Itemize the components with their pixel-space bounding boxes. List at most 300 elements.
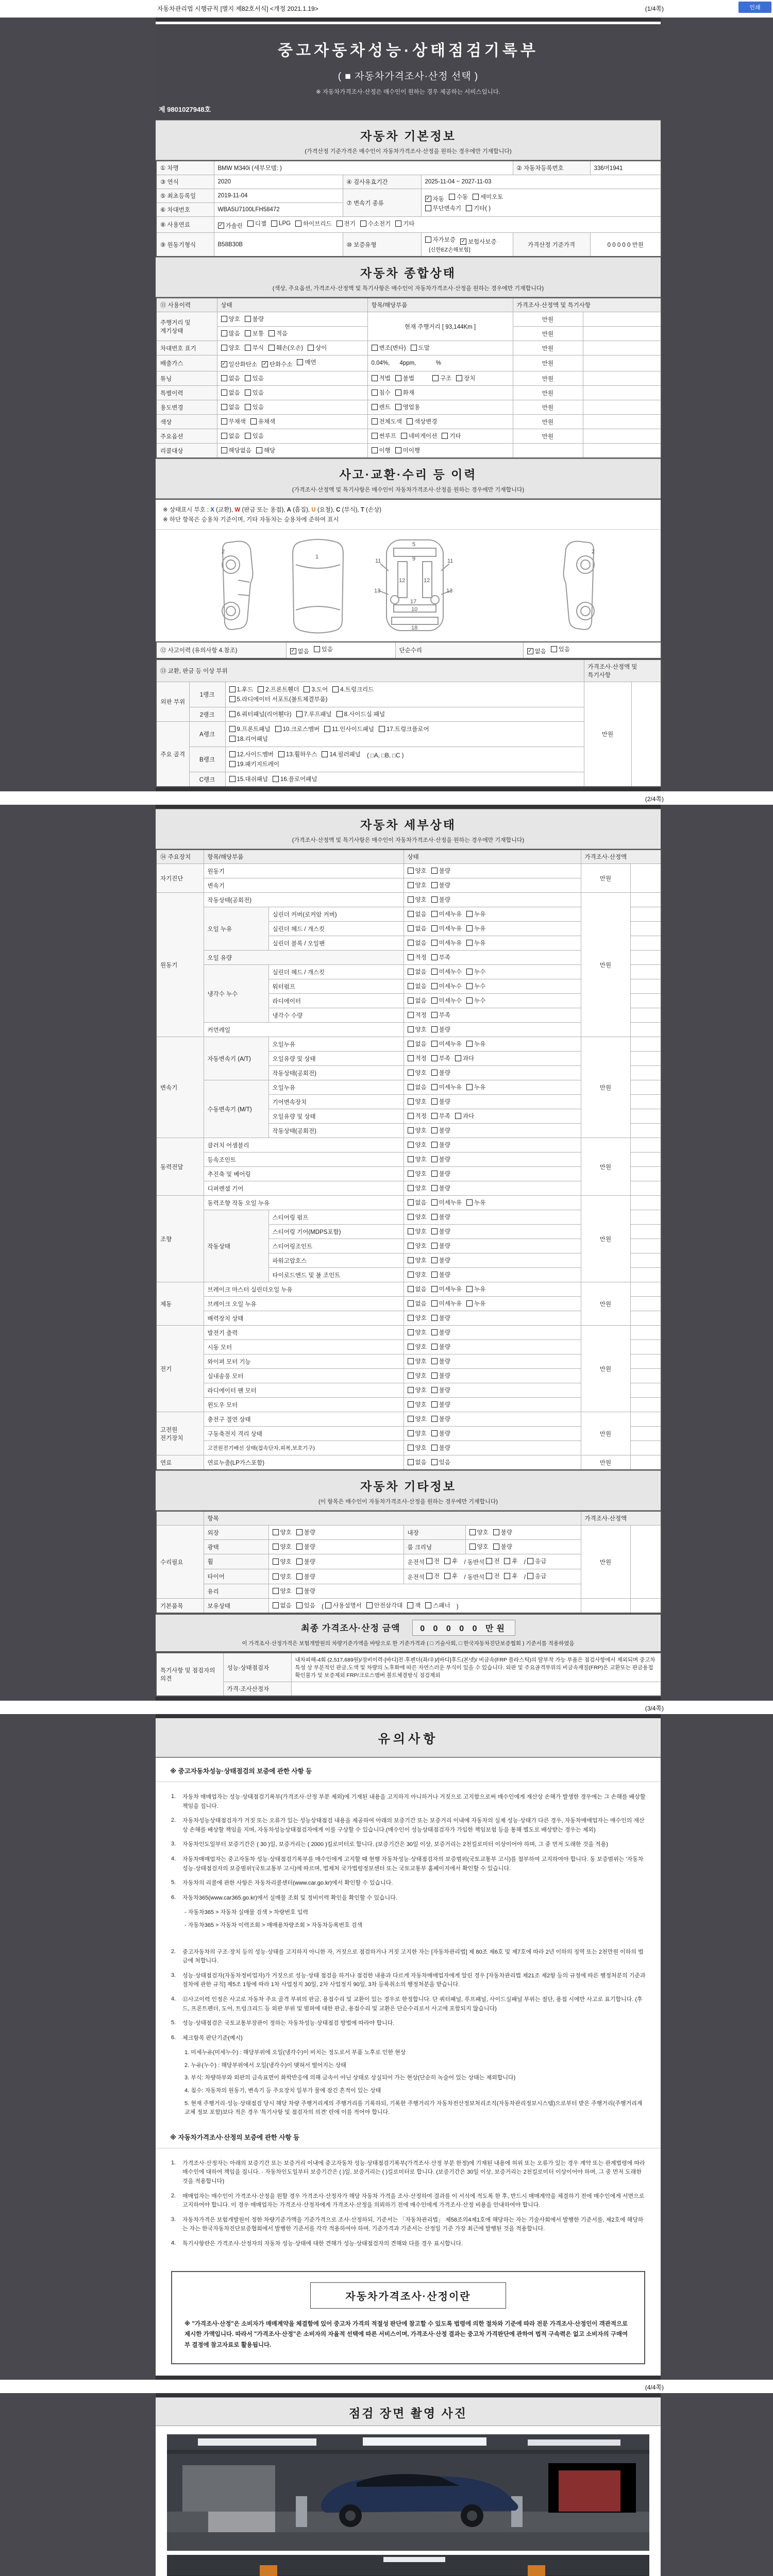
checkbox-icon	[431, 911, 438, 917]
checkbox-없음[interactable]	[290, 647, 309, 655]
checkbox-미세누유[interactable]	[431, 1083, 462, 1091]
accident-history-table	[156, 641, 662, 659]
checkbox-누유[interactable]	[466, 1285, 485, 1293]
cell	[204, 1282, 404, 1297]
checkbox-있음[interactable]	[245, 403, 264, 411]
checkbox-과다[interactable]	[455, 1112, 474, 1120]
print-button[interactable]: 인쇄	[738, 2, 771, 13]
checkbox-없음[interactable]	[221, 432, 240, 440]
checkbox-누유[interactable]	[466, 1040, 485, 1048]
table-row	[156, 444, 661, 459]
checkbox-3.도어[interactable]	[304, 685, 328, 693]
checkbox-양호[interactable]	[408, 1270, 427, 1279]
checkbox-13.휠하우스[interactable]	[278, 750, 317, 758]
checkbox-양호[interactable]	[408, 1213, 427, 1221]
cell	[204, 1427, 404, 1441]
checkbox-icon	[221, 404, 227, 410]
checkbox-없음[interactable]	[273, 1601, 292, 1609]
checkbox-부족[interactable]	[431, 1112, 450, 1120]
checkbox-후[interactable]	[504, 1557, 517, 1565]
checkbox-색상변경[interactable]	[407, 417, 437, 426]
checkbox-19.패키지트레이[interactable]	[229, 760, 280, 768]
checkbox-많음[interactable]	[221, 329, 240, 337]
checkbox-양호[interactable]	[408, 1371, 427, 1380]
checkbox-양호[interactable]	[273, 1587, 292, 1595]
checkbox-있음[interactable]	[314, 645, 333, 653]
checkbox-불량[interactable]	[431, 1184, 450, 1192]
text: 만원	[601, 732, 614, 738]
cell	[404, 1369, 581, 1383]
cell	[204, 1181, 404, 1196]
checkbox-label: 없음	[415, 1084, 427, 1091]
value-first-reg	[214, 189, 343, 203]
checkbox-4.트렁크리드[interactable]	[332, 685, 374, 693]
checkbox-불량[interactable]	[296, 1572, 315, 1581]
col-major-device	[156, 850, 204, 864]
checkbox-적정[interactable]	[408, 1011, 427, 1019]
checkbox-icon	[431, 997, 438, 1004]
checkbox-10.크로스멤버[interactable]	[275, 725, 320, 733]
checkbox-17.트렁크플로어[interactable]	[379, 725, 429, 733]
checkbox-양호[interactable]	[273, 1528, 292, 1536]
checkbox-전기[interactable]	[337, 219, 356, 228]
cell	[204, 1153, 404, 1167]
checkbox-11.인사이드패널[interactable]	[324, 725, 374, 733]
checkbox-양호[interactable]	[408, 1227, 427, 1235]
checkbox-icon	[431, 1387, 438, 1393]
checkbox-없음[interactable]	[221, 388, 240, 397]
table-row	[156, 1326, 661, 1340]
checkbox-없음[interactable]	[408, 996, 427, 1005]
document-title: 중고자동차성능·상태점검기록부	[278, 42, 539, 59]
text: WBA5U7100LFH58472	[217, 207, 280, 213]
checkbox-해당없음[interactable]	[221, 446, 251, 454]
checkbox-불량[interactable]	[431, 1097, 450, 1106]
checkbox-icon	[372, 418, 378, 425]
checkbox-누유[interactable]	[466, 939, 485, 947]
checkbox-렌트[interactable]	[372, 403, 391, 411]
checkbox-label: 11.인사이드패널	[332, 726, 374, 733]
checkbox-불량[interactable]	[431, 1069, 450, 1077]
group-transmission	[156, 1037, 204, 1138]
checkbox-불량[interactable]	[431, 881, 450, 889]
checkbox-icon	[408, 1070, 414, 1076]
checkbox-LPG[interactable]	[271, 221, 291, 227]
recall-done	[367, 444, 513, 459]
page-label-1: (1/4쪽)	[645, 5, 664, 12]
checkbox-과다[interactable]	[455, 1054, 474, 1062]
checkbox-불량[interactable]	[431, 1357, 450, 1365]
checkbox-불량[interactable]	[296, 1543, 315, 1551]
checkbox-불량[interactable]	[431, 867, 450, 875]
checkbox-없음[interactable]	[221, 374, 240, 382]
text: 색상	[160, 419, 172, 426]
checkbox-양호[interactable]	[408, 1429, 427, 1437]
checkbox-가솔린[interactable]	[218, 222, 243, 230]
checkbox-양호[interactable]	[408, 1400, 427, 1409]
checkbox-12.사이드멤버[interactable]	[229, 750, 274, 758]
checkbox-변조(변타)[interactable]	[372, 344, 406, 352]
checkbox-label: 없음	[228, 376, 240, 382]
checkbox-불량[interactable]	[431, 1141, 450, 1149]
checkbox-icon	[444, 1558, 450, 1564]
checkbox-기타[interactable]	[395, 219, 414, 228]
checkbox-응급[interactable]	[527, 1557, 546, 1565]
checkbox-해당[interactable]	[256, 446, 275, 454]
checkbox-없음[interactable]	[408, 939, 427, 947]
checkbox-label: 없음	[415, 911, 427, 918]
text: 제동	[160, 1301, 172, 1308]
checkbox-label: 해당	[263, 448, 276, 454]
cell	[204, 1441, 404, 1455]
checkbox-icon	[431, 1315, 438, 1321]
checkbox-불량[interactable]	[431, 1155, 450, 1163]
checkbox-불량[interactable]	[431, 1444, 450, 1452]
checkbox-불량[interactable]	[431, 895, 450, 904]
checkbox-15.대쉬패널[interactable]	[229, 775, 268, 783]
checkbox-불량[interactable]	[431, 1256, 450, 1264]
checkbox-양호[interactable]	[408, 1170, 427, 1178]
cell	[404, 1455, 581, 1470]
checkbox-미세누수[interactable]	[431, 996, 462, 1005]
checkbox-없음[interactable]	[221, 403, 240, 411]
checkbox-불량[interactable]	[296, 1557, 315, 1566]
checkbox-하이브리드[interactable]	[295, 219, 332, 228]
checkbox-불량[interactable]	[431, 1415, 450, 1423]
checkbox-미세누유[interactable]	[431, 939, 462, 947]
checkbox-무단변속기[interactable]	[425, 204, 462, 212]
checkbox-양호[interactable]	[408, 1025, 427, 1033]
text: 휠	[207, 1559, 213, 1565]
checkbox-불량[interactable]	[431, 1270, 450, 1279]
checkbox-누수[interactable]	[466, 996, 485, 1005]
checkbox-icon	[229, 696, 236, 702]
checkbox-탄화수소[interactable]	[262, 360, 292, 368]
checkbox-훼손(오손)[interactable]	[268, 344, 303, 352]
checkbox-누유[interactable]	[466, 924, 485, 933]
cell	[404, 1225, 581, 1239]
checkbox-1.후드[interactable]	[229, 685, 254, 693]
checkbox-양호[interactable]	[408, 1357, 427, 1365]
checkbox-14.필러패널[interactable]	[322, 750, 360, 758]
cell	[630, 1225, 661, 1239]
checkbox-없음[interactable]	[527, 647, 546, 655]
checkbox-자가보증[interactable]	[425, 235, 456, 244]
checkbox-없음[interactable]	[408, 924, 427, 933]
text: 변속기	[160, 1084, 178, 1091]
notice-section-header: ※ 자동차가격조사·산정의 보증에 관한 사항 등	[156, 2124, 661, 2148]
checkbox-양호[interactable]	[408, 1328, 427, 1336]
checkbox-9.프론트패널[interactable]	[229, 725, 271, 733]
checkbox-미세누유[interactable]	[431, 1040, 462, 1048]
checkbox-누유[interactable]	[466, 1299, 485, 1308]
cell	[630, 1282, 661, 1297]
checkbox-불량[interactable]	[245, 315, 264, 323]
checkbox-양호[interactable]	[408, 1314, 427, 1322]
checkbox-있음[interactable]	[551, 645, 570, 653]
checkbox-불량[interactable]	[493, 1543, 512, 1551]
checkbox-icon	[466, 1199, 473, 1206]
checkbox-불량[interactable]	[431, 1227, 450, 1235]
cell	[404, 1095, 581, 1109]
checkbox-수동[interactable]	[449, 193, 468, 201]
checkbox-사용설명서[interactable]	[325, 1601, 362, 1609]
checkbox-전[interactable]	[426, 1572, 440, 1580]
checkbox-없음[interactable]	[408, 1285, 427, 1293]
notice-section-header: ※ 중고자동차성능·상태점검의 보증에 관한 사항 등	[156, 1758, 661, 1782]
checkbox-유채색[interactable]	[250, 417, 275, 426]
checkbox-기타[interactable]	[442, 432, 461, 440]
checkbox-응급[interactable]	[527, 1572, 546, 1580]
checkbox-세미오토[interactable]	[473, 193, 503, 201]
checkbox-양호[interactable]	[221, 315, 240, 323]
checkbox-있음[interactable]	[431, 1458, 450, 1466]
checkbox-화재[interactable]	[395, 388, 414, 397]
checkbox-불량[interactable]	[431, 1371, 450, 1380]
checkbox-양호[interactable]	[408, 1444, 427, 1452]
cell	[204, 1526, 268, 1540]
checkbox-매연[interactable]	[297, 358, 316, 366]
text: 유리	[207, 1588, 219, 1595]
checkbox-후[interactable]	[444, 1572, 458, 1580]
checkbox-불량[interactable]	[431, 1314, 450, 1322]
label-car-name	[156, 161, 214, 175]
text: 만원	[542, 316, 554, 323]
accident-legend	[156, 499, 661, 529]
checkbox-부식[interactable]	[245, 344, 264, 352]
notice-item	[171, 2192, 647, 2210]
checkbox-안전삼각대[interactable]	[366, 1601, 403, 1609]
checkbox-label: 적정	[415, 1012, 427, 1019]
checkbox-누수[interactable]	[466, 982, 485, 990]
checkbox-일산화탄소[interactable]	[221, 360, 258, 368]
checkbox-불량[interactable]	[431, 1025, 450, 1033]
checkbox-불량[interactable]	[431, 1343, 450, 1351]
checkbox-8.사이드실 패널[interactable]	[337, 710, 385, 718]
checkbox-부족[interactable]	[431, 1054, 450, 1062]
checkbox-양호[interactable]	[273, 1557, 292, 1566]
checkbox-미세누유[interactable]	[431, 1198, 462, 1207]
cell	[630, 907, 661, 922]
text: 만원	[599, 962, 612, 969]
notice-item-text: 성능·상태점검은 국토교통부장관이 정하는 자동차성능·상태점검 방법에 따라야 합니다.	[182, 2020, 395, 2027]
checkbox-양호[interactable]	[273, 1572, 292, 1581]
checkbox-label: 불량	[439, 1070, 450, 1076]
checkbox-이행[interactable]	[372, 446, 391, 454]
checkbox-불량[interactable]	[296, 1587, 315, 1595]
checkbox-썬루프[interactable]	[372, 432, 396, 440]
checkbox-불량[interactable]	[493, 1528, 512, 1536]
text: 만원	[599, 1431, 612, 1437]
checkbox-부족[interactable]	[431, 953, 450, 961]
checkbox-후[interactable]	[444, 1557, 458, 1565]
table-row	[156, 371, 661, 386]
checkbox-미이행[interactable]	[395, 446, 420, 454]
checkbox-없음[interactable]	[408, 1458, 427, 1466]
checkbox-불량[interactable]	[431, 1126, 450, 1134]
text: 만원	[599, 1084, 612, 1091]
checkbox-없음[interactable]	[408, 1040, 427, 1048]
checkbox-미세누유[interactable]	[431, 1285, 462, 1293]
group-outer-panel	[156, 682, 189, 722]
checkbox-있음[interactable]	[245, 432, 264, 440]
checkbox-양호[interactable]	[408, 1141, 427, 1149]
checkbox-양호[interactable]	[221, 344, 240, 352]
checkbox-icon	[271, 221, 277, 227]
checkbox-양호[interactable]	[408, 1126, 427, 1134]
text: 상태	[407, 854, 419, 860]
checkbox-전[interactable]	[426, 1557, 440, 1565]
checkbox-양호[interactable]	[408, 1155, 427, 1163]
checkbox-있음[interactable]	[245, 388, 264, 397]
checkbox-없음[interactable]	[408, 1083, 427, 1091]
checkbox-불량[interactable]	[431, 1328, 450, 1336]
checkbox-불량[interactable]	[431, 1386, 450, 1394]
checkbox-7.루프패널[interactable]	[296, 710, 332, 718]
checkbox-잭[interactable]	[407, 1601, 421, 1609]
checkbox-양호[interactable]	[408, 1386, 427, 1394]
checkbox-양호[interactable]	[408, 881, 427, 889]
checkbox-미세누수[interactable]	[431, 982, 462, 990]
checkbox-양호[interactable]	[408, 1256, 427, 1264]
text: 실린더 헤드 / 개스킷	[272, 926, 325, 933]
checkbox-양호[interactable]	[408, 1097, 427, 1106]
checkbox-적음[interactable]	[268, 329, 288, 337]
checkbox-스패너[interactable]	[425, 1601, 450, 1609]
cell	[630, 951, 661, 965]
checkbox-양호[interactable]	[408, 867, 427, 875]
cell	[204, 1023, 404, 1037]
checkbox-양호[interactable]	[408, 1184, 427, 1192]
cell	[630, 1196, 661, 1210]
checkbox-미세누수[interactable]	[431, 968, 462, 976]
checkbox-불량[interactable]	[431, 1429, 450, 1437]
checkbox-있음[interactable]	[296, 1601, 315, 1609]
checkbox-5.라디에이터 서포트(볼트체결부품)[interactable]	[229, 695, 328, 703]
checkbox-누유[interactable]	[466, 1198, 485, 1207]
checkbox-누유[interactable]	[466, 910, 485, 918]
checkbox-양호[interactable]	[408, 1242, 427, 1250]
checkbox-icon	[245, 404, 251, 410]
checkbox-없음[interactable]	[408, 1198, 427, 1207]
checkbox-label: 누유	[474, 1286, 486, 1293]
checkbox-label: LPG	[279, 221, 291, 227]
checkbox-16.플로어패널[interactable]	[273, 775, 317, 783]
checkbox-네비게이션[interactable]	[401, 432, 438, 440]
checkbox-icon	[408, 940, 414, 946]
checkbox-후[interactable]	[504, 1572, 517, 1580]
checkbox-기타( )[interactable]	[466, 204, 491, 212]
cell	[204, 1138, 404, 1153]
checkbox-적법[interactable]	[372, 374, 391, 382]
checkbox-영업용[interactable]	[395, 403, 420, 411]
checkbox-불량[interactable]	[431, 1242, 450, 1250]
checkbox-양호[interactable]	[408, 1415, 427, 1423]
checkbox-불량[interactable]	[431, 1400, 450, 1409]
checkbox-자동[interactable]	[425, 195, 444, 203]
checkbox-침수[interactable]	[372, 388, 391, 397]
checkbox-icon	[221, 345, 227, 351]
checkbox-label: 기타( )	[474, 206, 491, 212]
checkbox-미세누유[interactable]	[431, 910, 462, 918]
checkbox-icon	[431, 1243, 438, 1249]
checkbox-없음[interactable]	[408, 910, 427, 918]
checkbox-icon	[337, 711, 343, 717]
checkbox-보통[interactable]	[245, 329, 264, 337]
cell	[404, 864, 581, 878]
checkbox-미세누유[interactable]	[431, 924, 462, 933]
checkbox-양호[interactable]	[408, 895, 427, 904]
table-row	[156, 1455, 661, 1470]
cell	[630, 1268, 661, 1282]
checkbox-불법[interactable]	[395, 374, 414, 382]
checkbox-누수[interactable]	[466, 968, 485, 976]
checkbox-없음[interactable]	[408, 982, 427, 990]
checkbox-미세누유[interactable]	[431, 1299, 462, 1308]
checkbox-양호[interactable]	[273, 1543, 292, 1551]
cell	[404, 1297, 581, 1311]
checkbox-적정[interactable]	[408, 1112, 427, 1120]
checkbox-label: 양호	[415, 1344, 427, 1350]
checkbox-불량[interactable]	[431, 1170, 450, 1178]
checkbox-있음[interactable]	[245, 374, 264, 382]
checkbox-2.프론트휀더[interactable]	[258, 685, 299, 693]
notice-item-number: 2.	[171, 1817, 176, 1824]
label-year	[156, 175, 214, 189]
checkbox-불량[interactable]	[296, 1528, 315, 1536]
checkbox-구조[interactable]	[432, 374, 451, 382]
checkbox-적정[interactable]	[408, 953, 427, 961]
checkbox-수소전기[interactable]	[360, 219, 391, 228]
text: 가격조사·산정액	[584, 1516, 627, 1522]
checkbox-전[interactable]	[486, 1572, 499, 1580]
checkbox-불량[interactable]	[431, 1213, 450, 1221]
checkbox-양호[interactable]	[469, 1543, 489, 1551]
checkbox-장치[interactable]	[456, 374, 475, 382]
checkbox-icon	[229, 761, 236, 767]
checkbox-부족[interactable]	[431, 1011, 450, 1019]
checkbox-누유[interactable]	[466, 1083, 485, 1091]
checkbox-없음[interactable]	[408, 968, 427, 976]
checkbox-양호[interactable]	[408, 1069, 427, 1077]
checkbox-상이[interactable]	[308, 344, 327, 352]
cell	[630, 1109, 661, 1124]
checkbox-6.쿼터패널(리어휀다)[interactable]	[229, 710, 292, 718]
value-car-name	[214, 161, 513, 175]
cell	[404, 1239, 581, 1253]
photos-title: 점검 장면 촬영 사진	[349, 2406, 467, 2420]
text: 내장	[407, 1530, 419, 1536]
checkbox-디젤[interactable]	[247, 219, 266, 228]
vin-state	[217, 341, 367, 355]
checkbox-적정[interactable]	[408, 1054, 427, 1062]
checkbox-무채색[interactable]	[221, 417, 246, 426]
checkbox-양호[interactable]	[469, 1528, 489, 1536]
checkbox-전체도색[interactable]	[372, 417, 402, 426]
checkbox-도말[interactable]	[411, 344, 430, 352]
checkbox-보험사보증[interactable]	[460, 238, 497, 246]
page-gap-3	[0, 2380, 773, 2393]
checkbox-양호[interactable]	[408, 1343, 427, 1351]
checkbox-없음[interactable]	[408, 1299, 427, 1308]
checkbox-전[interactable]	[486, 1557, 499, 1565]
checkbox-18.리어패널[interactable]	[229, 735, 268, 743]
rank2-items	[225, 707, 584, 722]
cell	[513, 386, 583, 400]
label-fuel	[156, 217, 214, 233]
checkbox-label: 없음	[415, 1301, 427, 1307]
checkbox-icon	[455, 1113, 461, 1119]
